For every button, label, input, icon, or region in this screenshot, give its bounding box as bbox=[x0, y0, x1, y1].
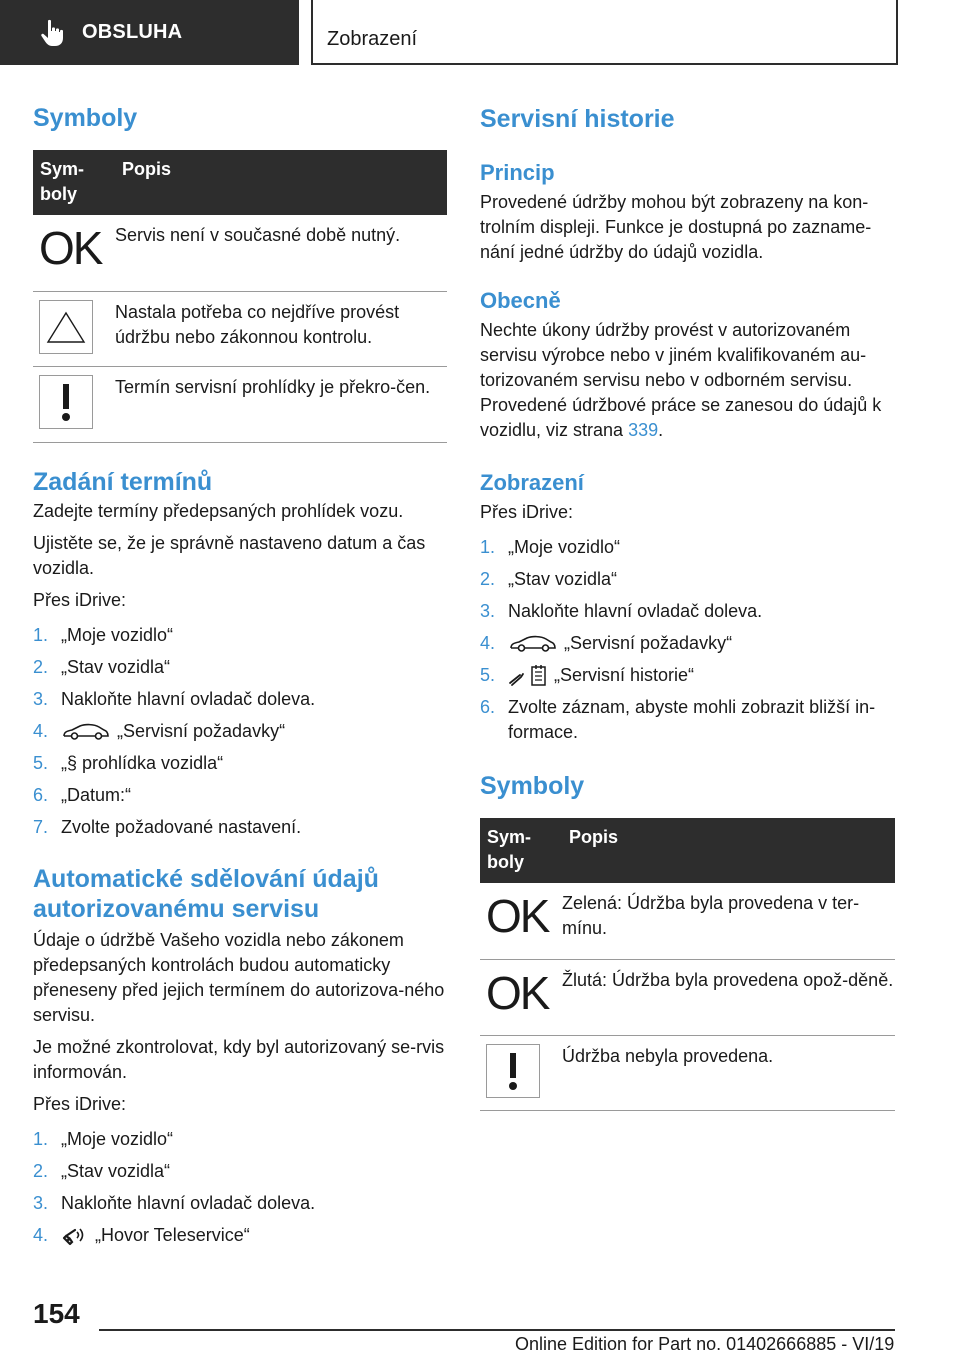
page-number: 154 bbox=[33, 1298, 80, 1329]
hand-pointer-icon bbox=[38, 18, 68, 48]
paragraph: Je možné zkontrolovat, kdy byl autorizovaný se-rvis informován. bbox=[33, 1036, 445, 1082]
symbols-table bbox=[480, 818, 895, 1111]
list-item: 3. Nakloňte hlavní ovladač doleva. bbox=[33, 1192, 316, 1213]
section-title: OBSLUHA bbox=[82, 21, 183, 43]
zobrazeni-steps bbox=[480, 535, 895, 745]
list-item: 4. „Servisní požadavky“ bbox=[480, 633, 733, 653]
exclamation-icon bbox=[39, 375, 93, 429]
paragraph: Přes iDrive: bbox=[33, 589, 127, 610]
list-item: 3. Nakloňte hlavní ovladač doleva. bbox=[480, 601, 763, 621]
list-item: 1. „Moje vozidlo“ bbox=[33, 1128, 174, 1149]
list-item: 6. Zvolte záznam, abyste mohli zobrazit bližší in-formace. bbox=[480, 697, 876, 742]
paragraph: Provedené údržby mohou být zobrazeny na kon-trolním displeji. Funkce je dostupná po zazname-nání jedné údržby do údajů vozidla. bbox=[480, 192, 872, 262]
paragraph: Zadejte termíny předepsaných prohlídek vozu. bbox=[33, 500, 404, 521]
table-header-symbols: Sym- boly bbox=[480, 818, 562, 883]
list-item: 6. „Datum:“ bbox=[33, 784, 132, 805]
list-item: 1. „Moje vozidlo“ bbox=[480, 537, 621, 557]
footer-divider bbox=[99, 1329, 895, 1331]
auto-steps bbox=[33, 1127, 447, 1248]
table-row bbox=[33, 366, 447, 442]
row-description: Termín servisní prohlídky je překro-čen. bbox=[115, 366, 447, 442]
list-item: 2. „Stav vozidla“ bbox=[33, 656, 171, 677]
table-header-symbols: Sym- boly bbox=[33, 150, 115, 215]
list-item: 7. Zvolte požadované nastavení. bbox=[33, 816, 302, 837]
car-service-icon bbox=[61, 723, 111, 741]
ok-icon: OK bbox=[486, 966, 549, 1019]
row-description: Servis není v současné době nutný. bbox=[115, 215, 447, 291]
ok-icon: OK bbox=[486, 890, 549, 942]
row-description: Zelená: Údržba byla provedena v ter-mínu. bbox=[562, 883, 895, 959]
topic-title: Zobrazení bbox=[327, 28, 418, 50]
paragraph: Nechte úkony údržby provést v autorizovaném servisu výrobce nebo v jiném kvalifikovaném au-torizovaném servisu nebo v odborném servisu. Provedené údržbové práce se zanesou do údajů k vozidlu, viz strana 339. bbox=[480, 320, 882, 440]
teleservice-icon bbox=[61, 1226, 89, 1246]
table-row bbox=[480, 1035, 895, 1110]
auto-heading: Automatické sdělování údajů autorizovanému servisu bbox=[33, 864, 379, 923]
list-item: 3. Nakloňte hlavní ovladač doleva. bbox=[33, 688, 316, 709]
row-description: Žlutá: Údržba byla provedena opož-děně. bbox=[562, 959, 895, 1035]
list-item: 5. „§ prohlídka vozidla“ bbox=[33, 752, 224, 773]
row-description: Údržba nebyla provedena. bbox=[562, 1035, 895, 1110]
zobrazeni-heading: Zobrazení bbox=[480, 470, 584, 495]
service-history-icon bbox=[508, 665, 548, 687]
list-item: 1. „Moje vozidlo“ bbox=[33, 624, 174, 645]
warning-triangle-icon bbox=[39, 300, 93, 354]
table-row bbox=[33, 215, 447, 291]
car-service-icon bbox=[508, 635, 558, 653]
table-header-description: Popis bbox=[115, 150, 447, 215]
right-column bbox=[480, 100, 895, 1111]
topic-header bbox=[311, 0, 898, 65]
paragraph: Údaje o údržbě Vašeho vozidla nebo zákonem předepsaných kontrolách budou automaticky přeneseny před jejich termínem do autorizova-ného servisu. bbox=[33, 929, 445, 1025]
left-column bbox=[33, 100, 447, 1248]
symbols-heading: Symboly bbox=[480, 772, 585, 800]
table-header-description: Popis bbox=[562, 818, 895, 883]
table-row bbox=[480, 959, 895, 1035]
page-link[interactable]: 339 bbox=[628, 420, 659, 440]
section-tab bbox=[0, 0, 299, 65]
paragraph: Ujistěte se, že je správně nastaveno datum a čas vozidla. bbox=[33, 532, 426, 578]
zadani-steps bbox=[33, 623, 447, 840]
obecne-heading: Obecně bbox=[480, 288, 561, 313]
princip-heading: Princip bbox=[480, 160, 555, 185]
list-item: 5. „Servisní historie“ bbox=[480, 663, 895, 688]
list-item: 2. „Stav vozidla“ bbox=[33, 1160, 171, 1181]
table-row bbox=[480, 883, 895, 959]
ok-icon: OK bbox=[39, 222, 102, 274]
list-item: 4. „Servisní požadavky“ bbox=[33, 720, 286, 741]
symbols-table bbox=[33, 150, 447, 443]
row-description: Nastala potřeba co nejdříve provést údržbu nebo zákonnou kontrolu. bbox=[115, 291, 447, 366]
servisni-historie-heading: Servisní historie bbox=[480, 105, 675, 133]
edition-note: Online Edition for Part no. 01402666885 - VI/19 bbox=[515, 1334, 895, 1354]
list-item: 2. „Stav vozidla“ bbox=[480, 569, 618, 589]
exclamation-icon bbox=[486, 1044, 540, 1098]
paragraph: Přes iDrive: bbox=[480, 502, 574, 522]
paragraph: Přes iDrive: bbox=[33, 1093, 127, 1114]
list-item: 4. „Hovor Teleservice“ bbox=[33, 1224, 250, 1245]
symbols-heading: Symboly bbox=[33, 104, 138, 132]
zadani-heading: Zadání termínů bbox=[33, 467, 213, 496]
table-row bbox=[33, 291, 447, 366]
